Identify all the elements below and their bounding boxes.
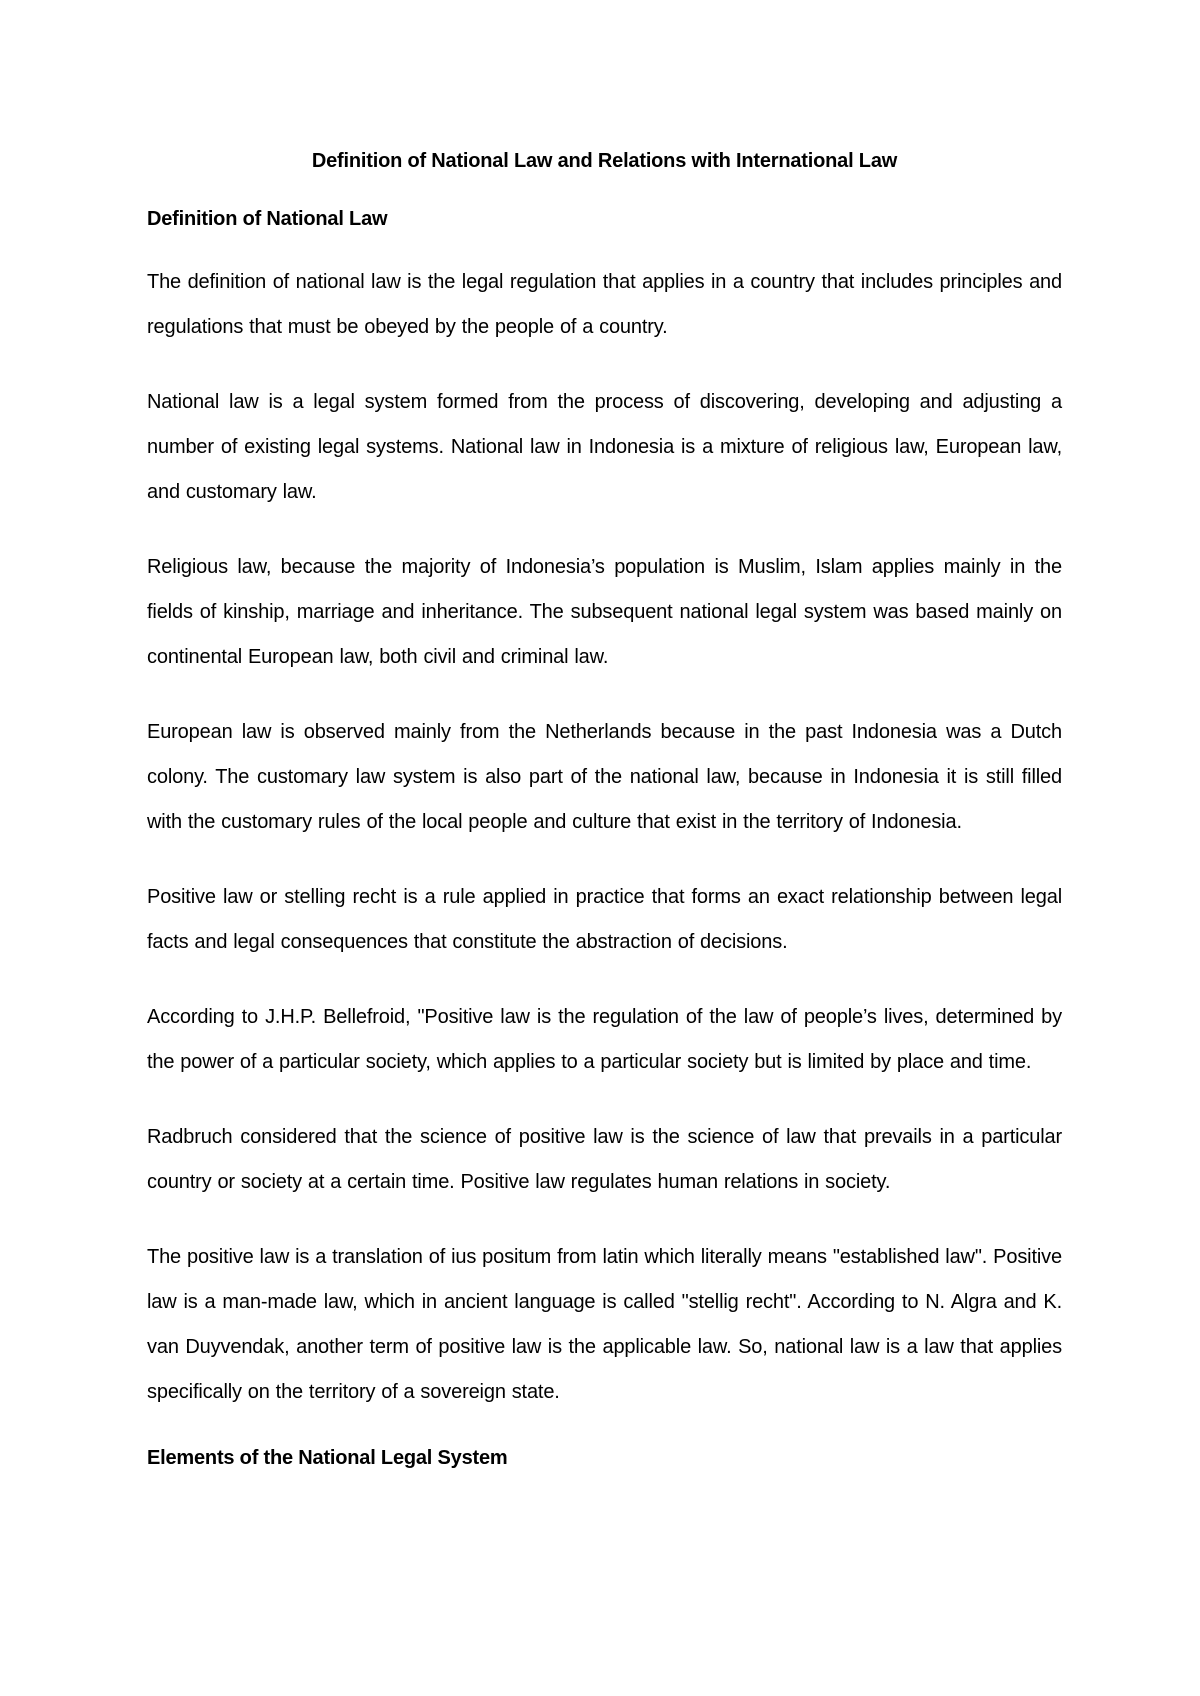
document-title: Definition of National Law and Relations with International Law bbox=[311, 150, 898, 172]
section-heading-elements: Elements of the National Legal System bbox=[147, 1447, 508, 1469]
paragraph: The definition of national law is the legal regulation that applies in a country that includes principles and regulations that must be obeyed by the people of a country. bbox=[147, 271, 1062, 338]
paragraph: Religious law, because the majority of Indonesia’s population is Muslim, Islam applies mainly in the fields of kinship, marriage and inheritance. The subsequent national legal system was based mainly on continental European law, both civil and criminal law. bbox=[147, 556, 1062, 668]
paragraph: National law is a legal system formed from the process of discovering, developing and adjusting a number of existing legal systems. National law in Indonesia is a mixture of religious law, European law, and customary law. bbox=[147, 391, 1062, 503]
paragraph: Radbruch considered that the science of positive law is the science of law that prevails in a particular country or society at a certain time. Positive law regulates human relations in society. bbox=[147, 1126, 1062, 1193]
paragraph: European law is observed mainly from the Netherlands because in the past Indonesia was a Dutch colony. The customary law system is also part of the national law, because in Indonesia it is still filled with the customary rules of the local people and culture that exist in the territory of Indonesia. bbox=[147, 721, 1062, 833]
paragraph: The positive law is a translation of ius positum from latin which literally means "established law". Positive law is a man-made law, which in ancient language is called "stellig recht". According to N. Algra and K. van Duyvendak, another term of positive law is the applicable law. So, national law is a law that applies specifically on the territory of a sovereign state. bbox=[147, 1246, 1062, 1403]
paragraph: According to J.H.P. Bellefroid, "Positive law is the regulation of the law of people’s lives, determined by the power of a particular society, which applies to a particular society but is limited by place and time. bbox=[147, 1006, 1062, 1073]
document-body bbox=[147, 146, 1062, 1473]
paragraph: Positive law or stelling recht is a rule applied in practice that forms an exact relationship between legal facts and legal consequences that constitute the abstraction of decisions. bbox=[147, 886, 1062, 953]
section-heading-definition: Definition of National Law bbox=[147, 208, 388, 230]
